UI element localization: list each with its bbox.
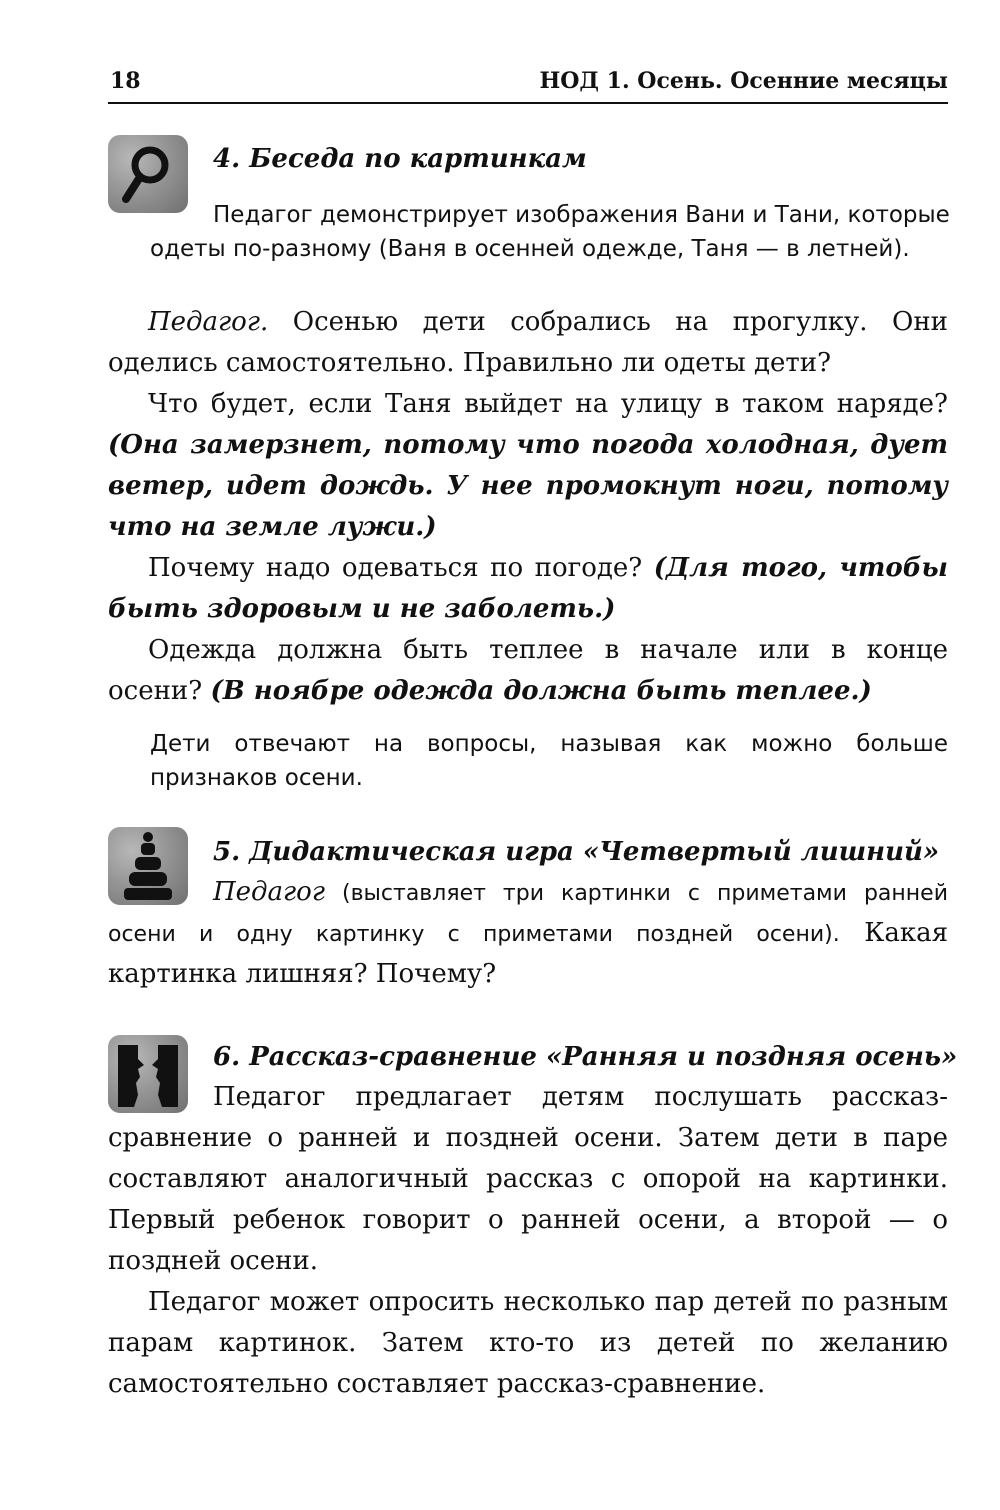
section-4-note: Дети отвечают на вопросы, называя как можно больше признаков осени. [150, 731, 948, 791]
question-text: Почему надо одеваться по погоде? [148, 553, 654, 583]
paragraph-text: Педагог предлагает детям послушать рассказ-сравнение о ранней и поздней осени. Затем дети в паре составляют аналогичный рассказ с опорой на картинки. Первый ребенок говорит о ранней осени, а второй — о поздней осени. [108, 1082, 948, 1276]
question-text: Какая картинка лишняя? Почему? [108, 918, 948, 989]
instruction-text: (выставляет три картинки с приметами ранней осени и одну картинку с приметами поздней осени). [108, 881, 948, 947]
section-4-question-3 [108, 630, 948, 712]
paragraph-text: Осенью дети собрались на прогулку. Они оделись самостоятельно. Правильно ли одеты дети? [108, 307, 948, 378]
speaker-label: Педагог. [148, 307, 269, 337]
answer-text: (Для того, чтобы быть здоровым и не заболеть.) [108, 553, 948, 624]
speaker-label: Педагог [213, 877, 325, 907]
section-4-intro-line1: Педагог демонстрирует изображения Вани и Тани, которые [213, 202, 950, 228]
answer-text: (Она замерзнет, потому что погода холодная, дует ветер, идет дождь. У нее промокнут ноги, потому что на земле лужи.) [108, 430, 948, 542]
section-5-title: 5. Дидактическая игра «Четвертый лишний» [213, 837, 940, 867]
section-4-paragraph-1 [108, 302, 948, 384]
magnifier-icon [108, 135, 188, 213]
section-4-intro-line2: одеты по-разному (Ваня в осенней одежде, Таня — в летней). [150, 236, 910, 262]
section-4-title: 4. Беседа по картинкам [213, 144, 587, 174]
answer-text: (В ноябре одежда должна быть теплее.) [210, 676, 872, 706]
running-title: НОД 1. Осень. Осенние месяцы [539, 68, 948, 94]
page-number: 18 [110, 68, 141, 94]
section-6-paragraph-1 [108, 1077, 948, 1282]
section-6-title: 6. Рассказ-сравнение «Ранняя и поздняя осень» [213, 1042, 958, 1072]
question-text: Одежда должна быть теплее в начале или в конце осени? [108, 635, 948, 706]
section-4-question-2 [108, 548, 948, 630]
question-text: Что будет, если Таня выйдет на улицу в таком наряде? [148, 389, 948, 419]
section-4-question-1 [108, 384, 948, 548]
section-6-paragraph-2: Педагог может опросить несколько пар детей по разным парам картинок. Затем кто-то из детей по желанию самостоятельно составляет рассказ-сравнение. [108, 1287, 948, 1399]
section-5-paragraph [108, 872, 948, 995]
running-header [108, 62, 948, 104]
